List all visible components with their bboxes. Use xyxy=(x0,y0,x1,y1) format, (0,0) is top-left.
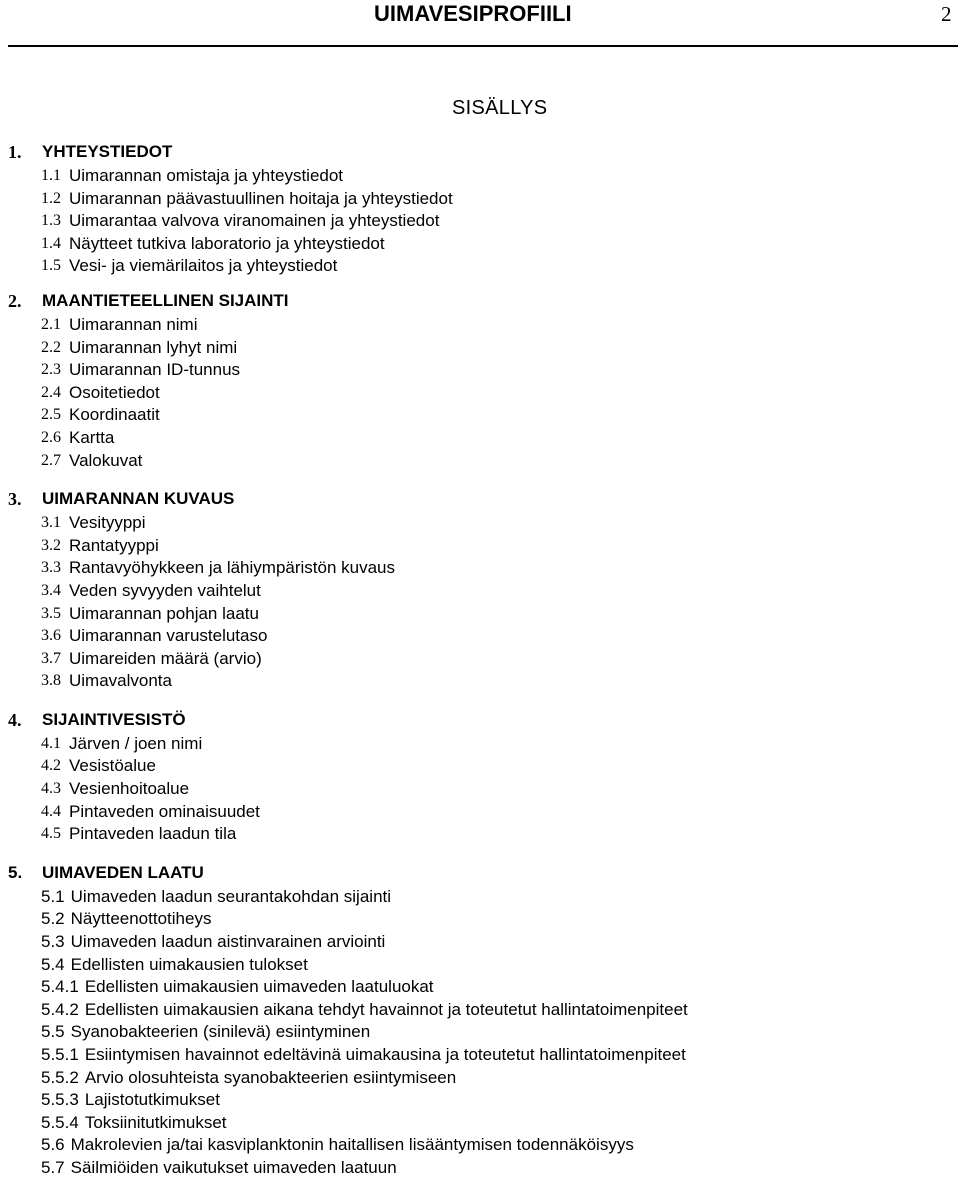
page-number: 2 xyxy=(941,2,952,26)
entry-title: Uimarannan päävastuullinen hoitaja ja yhteystiedot xyxy=(69,188,453,208)
toc-entry[interactable] xyxy=(8,427,948,450)
entry-number: 3.3 xyxy=(41,559,61,577)
toc-section-heading[interactable] xyxy=(8,486,948,512)
entry-number: 5.4 xyxy=(41,954,65,974)
table-of-contents xyxy=(8,139,948,1180)
toc-section-heading[interactable] xyxy=(8,860,948,886)
entry-title: Uimaveden laadun seurantakohdan sijainti xyxy=(70,886,392,906)
toc-entry[interactable] xyxy=(8,233,948,256)
toc-entry[interactable] xyxy=(8,670,948,693)
entry-number: 5.5.2 xyxy=(41,1067,79,1087)
entry-number: 4.3 xyxy=(41,780,61,798)
toc-entry[interactable] xyxy=(8,359,948,382)
toc-entry[interactable] xyxy=(8,450,948,473)
entry-number: 3.4 xyxy=(41,581,61,599)
entry-number: 5.6 xyxy=(41,1135,65,1155)
entry-number: 4.4 xyxy=(41,802,61,820)
entry-title: Edellisten uimakausien tulokset xyxy=(70,954,308,974)
entry-number: 4.5 xyxy=(41,825,61,843)
entry-title: Uimarannan ID-tunnus xyxy=(69,360,241,380)
entry-number: 2.3 xyxy=(41,361,61,379)
entry-title: Järven / joen nimi xyxy=(69,733,203,753)
entry-number: 2.7 xyxy=(41,451,61,469)
toc-entry[interactable] xyxy=(8,404,948,427)
toc-entry[interactable] xyxy=(8,778,948,801)
entry-title: Säilmiöiden vaikutukset uimaveden laatuun xyxy=(70,1157,397,1177)
entry-title: Uimarannan pohjan laatu xyxy=(69,603,259,623)
toc-entry[interactable] xyxy=(8,255,948,278)
entry-title: Arvio olosuhteista syanobakteerien esiintymiseen xyxy=(84,1067,457,1087)
entry-number: 5.5.4 xyxy=(41,1112,79,1132)
toc-entry[interactable] xyxy=(8,625,948,648)
entry-title: Veden syvyyden vaihtelut xyxy=(69,580,261,600)
entry-title: Makrolevien ja/tai kasviplanktonin haitallisen lisääntymisen todennäköisyys xyxy=(70,1135,634,1155)
toc-entry[interactable] xyxy=(8,1089,948,1112)
entry-number: 4.1 xyxy=(41,734,61,752)
page-header xyxy=(0,0,960,44)
entry-title: Pintaveden laadun tila xyxy=(69,824,237,844)
entry-title: Pintaveden ominaisuudet xyxy=(69,801,260,821)
entry-number: 5.5.3 xyxy=(41,1090,79,1110)
entry-number: 1.5 xyxy=(41,257,61,275)
entry-title: Näytteenottotiheys xyxy=(70,909,212,929)
toc-entry[interactable] xyxy=(8,557,948,580)
entry-number: 2.5 xyxy=(41,406,61,424)
entry-number: 3.7 xyxy=(41,649,61,667)
entry-title: Toksiinitutkimukset xyxy=(84,1112,227,1132)
section-number: 5. xyxy=(8,862,23,882)
toc-entry[interactable] xyxy=(8,886,948,909)
section-spacer xyxy=(8,278,948,288)
entry-number: 3.1 xyxy=(41,514,61,532)
entry-title: Syanobakteerien (sinilevä) esiintyminen xyxy=(70,1022,371,1042)
toc-entry[interactable] xyxy=(8,1044,948,1067)
toc-entry[interactable] xyxy=(8,314,948,337)
entry-number: 1.2 xyxy=(41,189,61,207)
toc-entry[interactable] xyxy=(8,603,948,626)
entry-number: 5.1 xyxy=(41,886,65,906)
entry-title: Uimarannan lyhyt nimi xyxy=(69,337,238,357)
section-spacer xyxy=(8,693,948,707)
toc-section-1 xyxy=(8,139,948,278)
entry-number: 3.5 xyxy=(41,604,61,622)
entry-title: Lajistotutkimukset xyxy=(84,1090,220,1110)
entry-title: Uimaveden laadun aistinvarainen arviointi xyxy=(70,932,386,952)
toc-section-5 xyxy=(8,860,948,1180)
entry-number: 3.6 xyxy=(41,627,61,645)
entry-title: Vesienhoitoalue xyxy=(69,779,190,799)
section-title: UIMAVEDEN LAATU xyxy=(42,862,204,882)
toc-entry[interactable] xyxy=(8,823,948,846)
entry-number: 2.2 xyxy=(41,338,61,356)
entry-title: Valokuvat xyxy=(69,450,143,470)
toc-entry[interactable] xyxy=(8,165,948,188)
entry-number: 3.2 xyxy=(41,536,61,554)
section-title: SIJAINTIVESISTÖ xyxy=(42,709,186,729)
toc-entry[interactable] xyxy=(8,580,948,603)
toc-entry[interactable] xyxy=(8,1157,948,1180)
entry-title: Näytteet tutkiva laboratorio ja yhteystiedot xyxy=(69,233,385,253)
toc-entry[interactable] xyxy=(8,931,948,954)
section-number: 1. xyxy=(8,142,22,162)
entry-number: 5.7 xyxy=(41,1157,65,1177)
entry-number: 5.5 xyxy=(41,1022,65,1042)
toc-entry[interactable] xyxy=(8,210,948,233)
entry-number: 2.1 xyxy=(41,315,61,333)
toc-entry[interactable] xyxy=(8,733,948,756)
entry-title: Osoitetiedot xyxy=(69,382,160,402)
header-divider xyxy=(8,45,958,47)
entry-title: Edellisten uimakausien aikana tehdyt havainnot ja toteutetut hallintatoimenpiteet xyxy=(84,999,688,1019)
toc-entry[interactable] xyxy=(8,1134,948,1157)
toc-entry[interactable] xyxy=(8,1021,948,1044)
entry-title: Vesityyppi xyxy=(69,513,146,533)
entry-number: 1.4 xyxy=(41,234,61,252)
toc-entry[interactable] xyxy=(8,337,948,360)
toc-entry[interactable] xyxy=(8,1112,948,1135)
section-title: MAANTIETEELLINEN SIJAINTI xyxy=(42,290,289,310)
entry-title: Kartta xyxy=(69,427,115,447)
entry-number: 5.3 xyxy=(41,932,65,952)
entry-title: Uimarannan nimi xyxy=(69,314,198,334)
entry-title: Koordinaatit xyxy=(69,405,160,425)
entry-title: Uimarantaa valvova viranomainen ja yhteystiedot xyxy=(69,211,440,231)
entry-title: Uimareiden määrä (arvio) xyxy=(69,648,262,668)
section-title: YHTEYSTIEDOT xyxy=(42,142,173,161)
entry-title: Uimarannan varustelutaso xyxy=(69,626,268,646)
toc-entry[interactable] xyxy=(8,1067,948,1090)
section-spacer xyxy=(8,846,948,860)
entry-number: 5.5.1 xyxy=(41,1045,79,1064)
entry-title: Rantavyöhykkeen ja lähiympäristön kuvaus xyxy=(69,558,396,578)
toc-entry[interactable] xyxy=(8,382,948,405)
entry-number: 5.4.2 xyxy=(41,999,79,1019)
toc-entry[interactable] xyxy=(8,976,948,999)
toc-section-heading[interactable] xyxy=(8,288,948,314)
toc-section-4 xyxy=(8,707,948,846)
entry-title: Vesi- ja viemärilaitos ja yhteystiedot xyxy=(69,256,338,276)
entry-number: 5.2 xyxy=(41,909,65,929)
entry-title: Rantatyyppi xyxy=(69,535,159,555)
toc-entry[interactable] xyxy=(8,954,948,977)
section-number: 4. xyxy=(8,709,22,730)
entry-number: 1.1 xyxy=(41,167,61,184)
toc-entry[interactable] xyxy=(8,188,948,211)
toc-entry[interactable] xyxy=(8,648,948,671)
toc-section-heading[interactable] xyxy=(8,139,948,165)
entry-title: Esiintymisen havainnot edeltävinä uimakausina ja toteutetut hallintatoimenpiteet xyxy=(84,1045,686,1064)
toc-entry[interactable] xyxy=(8,999,948,1022)
toc-entry[interactable] xyxy=(8,801,948,824)
toc-entry[interactable] xyxy=(8,908,948,931)
section-title: UIMARANNAN KUVAUS xyxy=(42,489,235,509)
entry-title: Vesistöalue xyxy=(69,756,156,776)
entry-title: Edellisten uimakausien uimaveden laatuluokat xyxy=(84,977,434,997)
section-spacer xyxy=(8,472,948,486)
toc-section-heading[interactable] xyxy=(8,707,948,733)
section-number: 3. xyxy=(8,489,22,510)
entry-title: Uimavalvonta xyxy=(69,671,172,691)
section-number: 2. xyxy=(8,290,22,311)
entry-number: 4.2 xyxy=(41,757,61,775)
toc-section-2 xyxy=(8,288,948,472)
toc-title: SISÄLLYS xyxy=(452,97,548,119)
entry-number: 2.4 xyxy=(41,383,61,401)
toc-entry[interactable] xyxy=(8,755,948,778)
entry-number: 2.6 xyxy=(41,428,61,446)
toc-section-3 xyxy=(8,486,948,693)
document-title: UIMAVESIPROFIILI xyxy=(374,1,572,26)
entry-number: 5.4.1 xyxy=(41,977,79,997)
toc-entry[interactable] xyxy=(8,535,948,558)
entry-number: 3.8 xyxy=(41,672,61,690)
entry-number: 1.3 xyxy=(41,212,61,230)
entry-title: Uimarannan omistaja ja yhteystiedot xyxy=(69,166,344,185)
toc-entry[interactable] xyxy=(8,512,948,535)
